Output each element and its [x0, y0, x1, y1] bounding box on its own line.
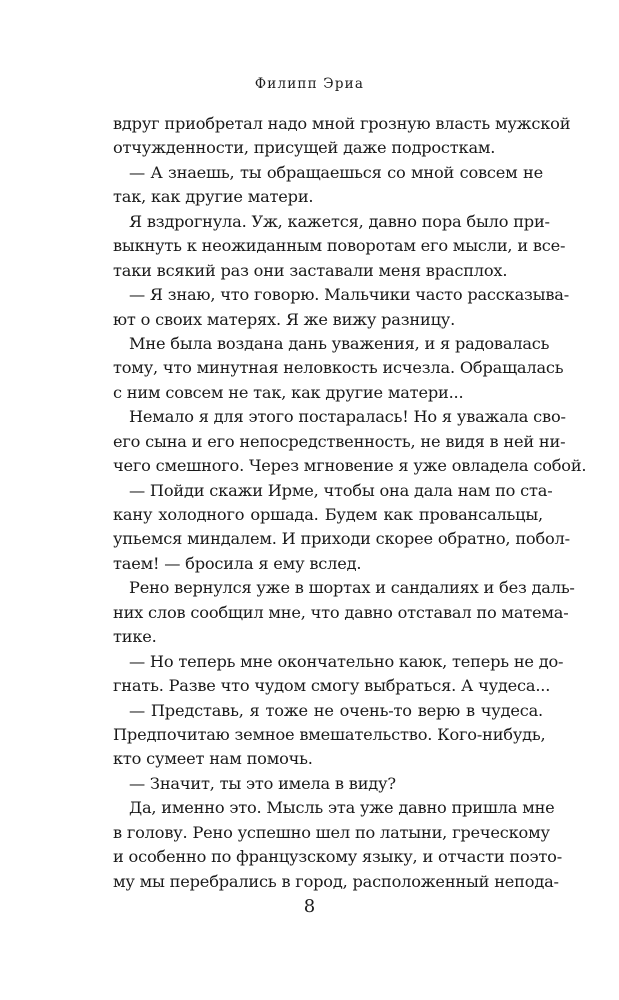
text-line: — Но теперь мне окончательно каюк, теперь не до-	[129, 651, 564, 671]
text-line: му мы перебрались в город, расположенный непода-	[113, 871, 559, 891]
text-line: кто сумеет нам помочь.	[113, 749, 313, 769]
text-line: в голову. Рено успешно шел по латыни, греческому	[113, 822, 550, 842]
text-line: упьемся миндалем. И приходи скорее обратно, побол-	[113, 529, 570, 549]
text-line: Предпочитаю земное вмешательство. Кого-нибудь,	[113, 724, 546, 744]
text-line: — Значит, ты это имела в виду?	[129, 773, 396, 793]
text-line: его сына и его непосредственность, не видя в ней ни-	[113, 431, 566, 451]
text-line: тому, что минутная неловкость исчезла. Обращалась	[113, 358, 564, 378]
text-line: Да, именно это. Мысль эта уже давно пришла мне	[129, 798, 555, 818]
text-line: гнать. Разве что чудом смогу выбраться. А чудеса...	[113, 676, 551, 696]
text-line: кану холодного оршада. Будем как провансальцы,	[113, 505, 543, 524]
text-line: — Представь, я тоже не очень-то верю в чудеса.	[129, 700, 543, 720]
text-line: них слов сообщил мне, что давно отставал по матема-	[113, 602, 569, 622]
page-number: 8	[303, 896, 316, 917]
text-line: так, как другие матери.	[113, 187, 314, 207]
running-head-author: Филипп Эриа	[254, 76, 365, 92]
text-line: вдруг приобретал надо мной грозную власть мужской	[113, 114, 571, 133]
text-line: чего смешного. Через мгновение я уже овладела собой.	[113, 456, 587, 476]
text-line: Мне была воздана дань уважения, и я радовалась	[129, 333, 550, 353]
text-line: выкнуть к неожиданным поворотам его мысли, и все-	[113, 236, 566, 256]
text-line: Я вздрогнула. Уж, кажется, давно пора было при-	[129, 211, 550, 231]
text-line: — Я знаю, что говорю. Мальчики часто рассказыва-	[129, 285, 569, 305]
text-line: ют о своих матерях. Я же вижу разницу.	[113, 309, 456, 329]
body-text	[113, 112, 587, 894]
text-line: Немало я для этого постаралась! Но я уважала сво-	[129, 407, 566, 427]
text-line: — А знаешь, ты обращаешься со мной совсем не	[129, 162, 543, 182]
text-line: таки всякий раз они заставали меня врасплох.	[113, 260, 508, 280]
text-line: отчужденности, присущей даже подросткам.	[113, 138, 496, 158]
text-line: — Пойди скажи Ирме, чтобы она дала нам по ста-	[129, 480, 553, 500]
text-line: тике.	[113, 627, 157, 647]
text-line: Рено вернулся уже в шортах и сандалиях и без даль-	[129, 578, 575, 598]
text-line: таем! — бросила я ему вслед.	[113, 553, 362, 573]
text-line: и особенно по французскому языку, и отчасти поэто-	[113, 847, 562, 867]
text-line: с ним совсем не так, как другие матери...	[113, 382, 464, 402]
